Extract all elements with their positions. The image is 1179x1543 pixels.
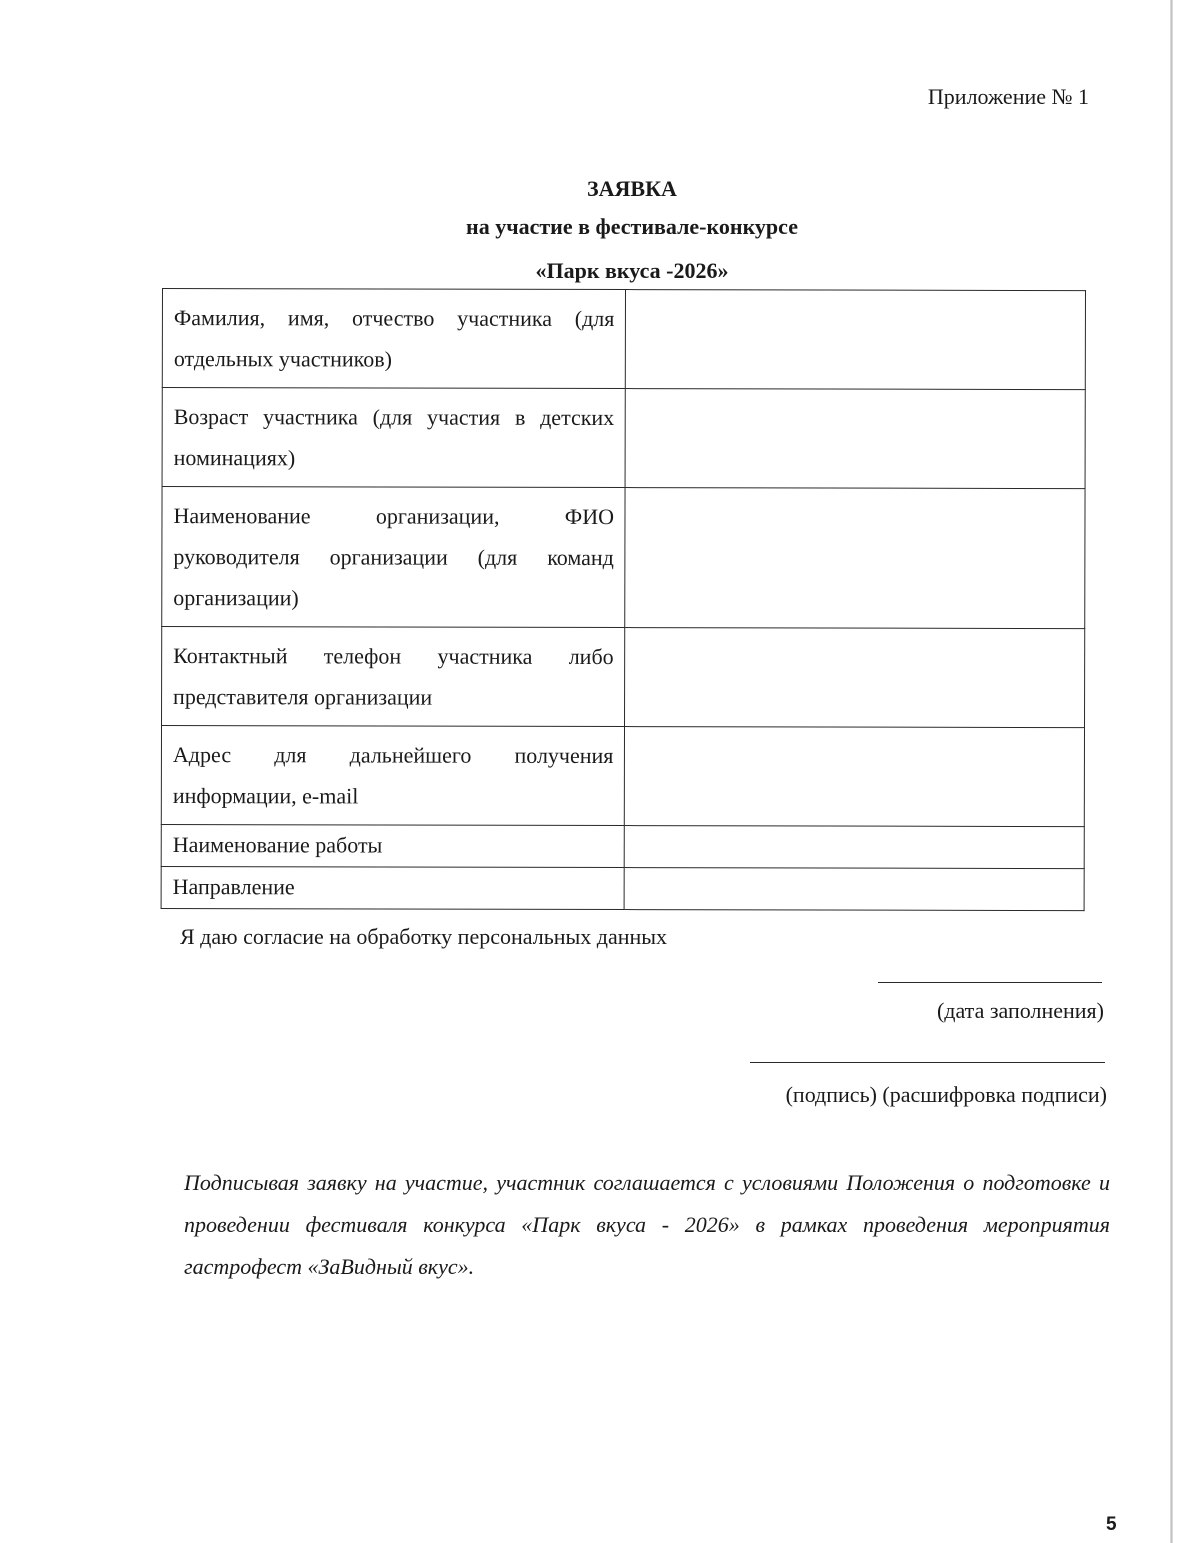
organization-field[interactable]: [624, 488, 1085, 629]
form-row-age: [162, 388, 1085, 489]
terms-note: Подписывая заявку на участие, участник соглашается с условиями Положения о подготовке и проведении фестиваля конкурса «Парк вкуса - 2026» в рамках проведения мероприятия гастрофест «ЗаВидный вкус».: [184, 1170, 1110, 1279]
date-line[interactable]: [878, 982, 1102, 983]
row-label: Фамилия, имя, отчество участника (для отдельных участников): [162, 289, 625, 389]
signature-line[interactable]: [750, 1062, 1105, 1063]
row-label: Направление: [161, 866, 624, 909]
page-number: 5: [1106, 1514, 1117, 1535]
row-label: Наименование работы: [161, 824, 624, 867]
consent-text: Я даю согласие на обработку персональных данных: [180, 924, 668, 949]
row-label: Адрес для дальнейшего получения информации, e-mail: [161, 726, 624, 826]
full-name-field[interactable]: [625, 290, 1086, 390]
signature-caption: (подпись) (расшифровка подписи): [785, 1082, 1107, 1107]
document-subtitle: на участие в фестивале-конкурсе: [466, 214, 798, 239]
form-row-work-title: [161, 824, 1084, 868]
row-label: Возраст участника (для участия в детских номинациях): [162, 388, 625, 488]
form-row-organization: [162, 487, 1085, 629]
address-email-field[interactable]: [624, 727, 1085, 827]
application-form-table: [161, 288, 1086, 911]
form-row-phone: [162, 627, 1085, 728]
work-title-field[interactable]: [624, 826, 1085, 869]
date-caption: (дата заполнения): [936, 998, 1104, 1023]
phone-field[interactable]: [624, 628, 1085, 728]
festival-name: «Парк вкуса -2026»: [535, 258, 729, 283]
form-row-full-name: [162, 289, 1085, 390]
form-row-direction: [161, 866, 1084, 910]
appendix-label: Приложение № 1: [927, 84, 1089, 109]
row-label: Наименование организации, ФИО руководителя организации (для команд организации): [162, 487, 625, 628]
row-label: Контактный телефон участника либо представителя организации: [162, 627, 625, 727]
direction-field[interactable]: [624, 868, 1085, 911]
document-title: ЗАЯВКА: [587, 176, 677, 201]
age-field[interactable]: [625, 389, 1086, 489]
form-row-address: [161, 726, 1084, 827]
